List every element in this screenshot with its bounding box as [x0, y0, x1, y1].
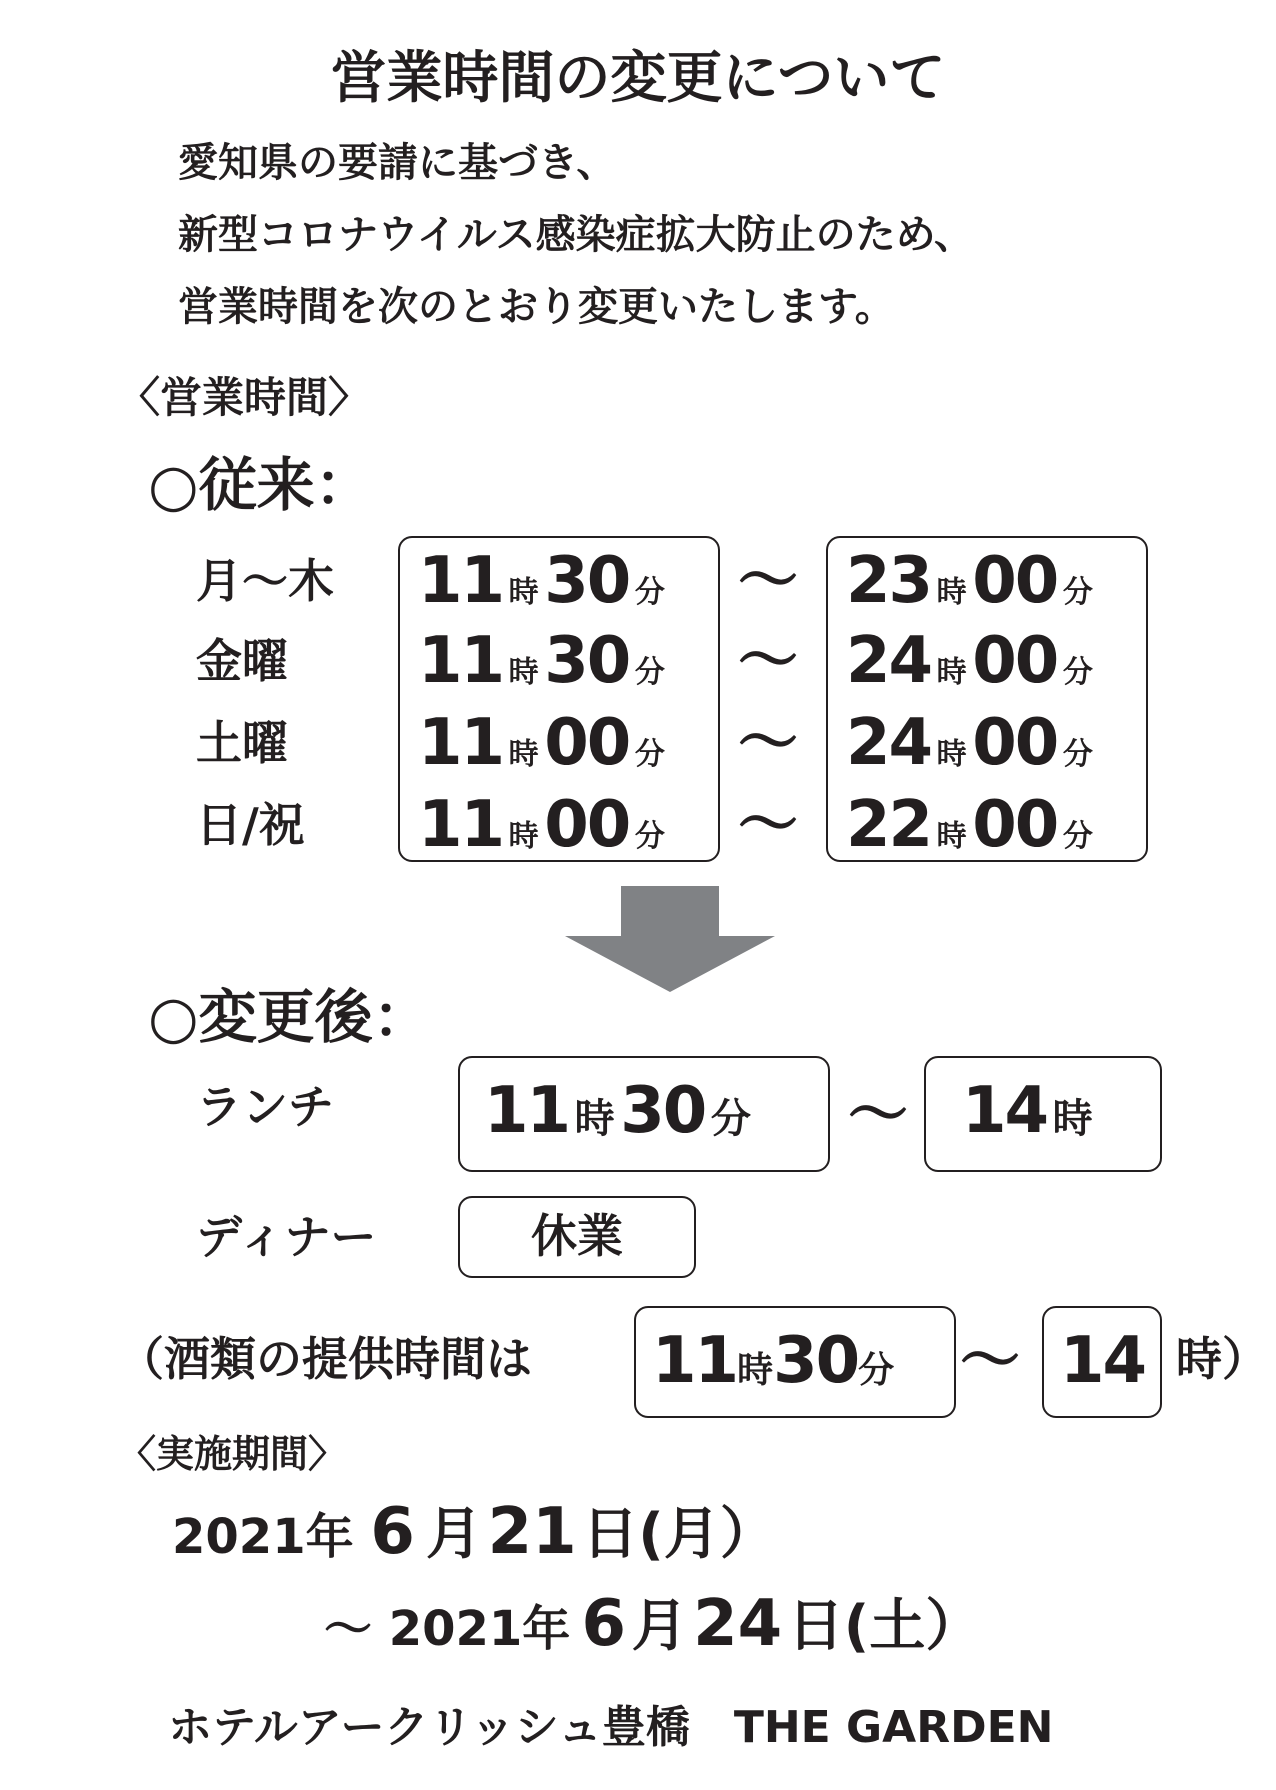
- before-open-time: 11 時 30 分: [418, 544, 665, 618]
- day-label: 金曜: [196, 634, 288, 688]
- before-close-time: 24 時 00 分: [846, 624, 1093, 698]
- period-heading: 〈実施期間〉: [118, 1432, 347, 1476]
- tilde: ～: [738, 546, 798, 616]
- tilde: ～: [848, 1080, 908, 1150]
- before-close-time: 24 時 00 分: [846, 706, 1093, 780]
- before-open-time: 11 時 30 分: [418, 624, 665, 698]
- before-open-time: 11 時 00 分: [418, 706, 665, 780]
- tilde: ～: [738, 708, 798, 778]
- dinner-status: 休業: [531, 1209, 623, 1263]
- alcohol-close-time: 14: [1060, 1324, 1146, 1398]
- before-open-time: 11 時 00 分: [418, 788, 665, 862]
- intro-line-3: 営業時間を次のとおり変更いたします。: [178, 284, 895, 330]
- lunch-close-time: 14 時: [962, 1074, 1093, 1148]
- page-title: 営業時間の変更について: [330, 46, 946, 111]
- period-start: 2021年 6 月 21 日(月）: [172, 1495, 776, 1569]
- lunch-label: ランチ: [196, 1080, 334, 1134]
- intro-line-2: 新型コロナウイルス感染症拡大防止のため、: [178, 212, 974, 258]
- after-heading: ○変更後：: [148, 983, 431, 1051]
- alcohol-open-time: 11時30分: [652, 1324, 895, 1398]
- period-end: ～ 2021年 6 月 24 日(土）: [324, 1587, 982, 1661]
- intro-line-1: 愛知県の要請に基づき、: [178, 140, 617, 186]
- tilde: ～: [738, 790, 798, 860]
- day-label: 日/祝: [196, 798, 305, 852]
- tilde: ～: [960, 1326, 1020, 1396]
- alcohol-prefix: （酒類の提供時間は: [118, 1332, 532, 1386]
- before-close-time: 22 時 00 分: [846, 788, 1093, 862]
- alcohol-suffix: 時）: [1176, 1332, 1268, 1386]
- footer-hotel-name: ホテルアークリッシュ豊橋 THE GARDEN: [168, 1702, 1054, 1753]
- hours-heading: 〈営業時間〉: [118, 373, 371, 422]
- lunch-open-time: 11 時 30 分: [484, 1074, 751, 1148]
- before-close-time: 23 時 00 分: [846, 544, 1093, 618]
- dinner-label: ディナー: [196, 1210, 377, 1264]
- down-arrow-icon: [565, 886, 775, 992]
- day-label: 土曜: [196, 716, 288, 770]
- day-label: 月～木: [196, 554, 334, 608]
- tilde: ～: [738, 626, 798, 696]
- before-heading: ○従来：: [148, 451, 373, 519]
